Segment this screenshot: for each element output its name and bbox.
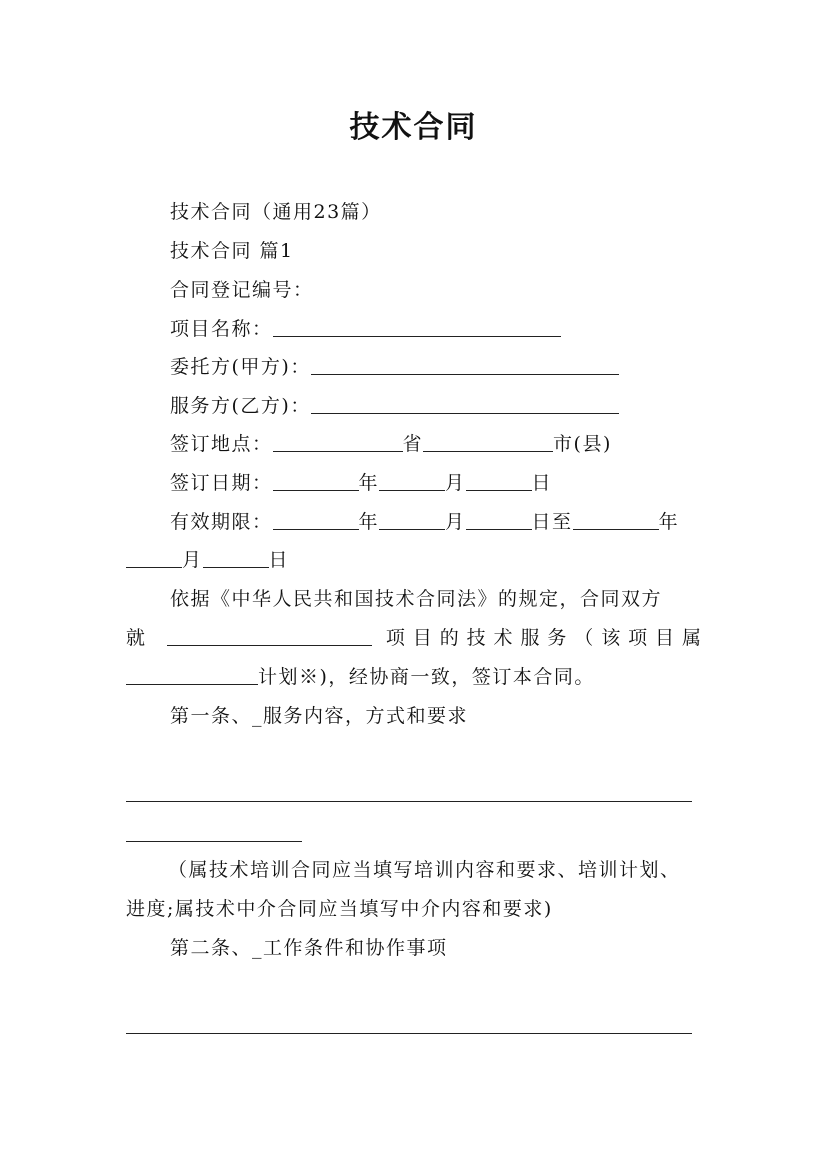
end-year-label: 年: [658, 511, 680, 533]
basis-on-label: 就: [126, 627, 153, 649]
party-a-blank[interactable]: [311, 356, 619, 375]
start-year-label: 年: [358, 511, 380, 533]
project-name-label: 项目名称：: [170, 318, 273, 340]
signing-place-line: [170, 432, 612, 456]
article-1-blank-line-2[interactable]: [126, 841, 302, 842]
section-heading: 技术合同 篇1: [170, 240, 294, 262]
basis-paragraph-line-3: [126, 665, 595, 689]
validity-line-cont: [126, 548, 289, 572]
end-month-label: 月: [182, 549, 203, 571]
start-year-blank[interactable]: [273, 511, 359, 530]
party-b-line: [170, 394, 619, 418]
end-month-blank[interactable]: [126, 549, 182, 568]
signing-place-label: 签订地点：: [170, 433, 273, 455]
end-day-label: 日: [268, 549, 290, 571]
party-b-label: 服务方(乙方)：: [170, 395, 311, 417]
year-blank[interactable]: [273, 472, 359, 491]
project-blank[interactable]: [167, 627, 372, 646]
party-b-blank[interactable]: [311, 395, 619, 414]
start-month-blank[interactable]: [379, 511, 445, 530]
party-a-label: 委托方(甲方)：: [170, 356, 311, 378]
basis-project-text: 项目的技术服务（该项目属: [385, 627, 701, 649]
month-label: 月: [445, 472, 466, 494]
end-day-blank[interactable]: [203, 549, 269, 568]
document-title: 技术合同: [349, 110, 478, 145]
start-day-blank[interactable]: [466, 511, 532, 530]
signing-date-label: 签订日期：: [170, 472, 273, 494]
end-year-blank[interactable]: [573, 511, 659, 530]
article-1-heading: 第一条、_服务内容，方式和要求: [170, 705, 469, 727]
validity-label: 有效期限：: [170, 511, 273, 533]
signing-date-line: [170, 471, 552, 495]
plan-text: 计划※)，经协商一致，签订本合同。: [258, 666, 595, 688]
article-2-heading: 第二条、_工作条件和协作事项: [170, 937, 448, 959]
subtitle-line: 技术合同（通用23篇）: [170, 201, 382, 223]
until-label: 日至: [531, 511, 573, 533]
party-a-line: [170, 355, 619, 379]
article-1-note-line-1: （属技术培训合同应当填写培训内容和要求、培训计划、: [168, 859, 681, 881]
validity-line: [170, 510, 679, 534]
article-1-note-line-2: 进度;属技术中介合同应当填写中介内容和要求): [126, 898, 553, 920]
project-name-blank[interactable]: [273, 318, 561, 337]
province-blank[interactable]: [273, 433, 403, 452]
day-label: 日: [531, 472, 553, 494]
month-blank[interactable]: [379, 472, 445, 491]
start-month-label: 月: [445, 511, 466, 533]
article-2-blank-line-1[interactable]: [126, 1033, 692, 1034]
registration-number-label: 合同登记编号：: [170, 279, 314, 301]
project-name-line: [170, 317, 561, 341]
plan-blank[interactable]: [126, 666, 258, 685]
day-blank[interactable]: [466, 472, 532, 491]
article-1-blank-line-1[interactable]: [126, 801, 692, 802]
city-label: 市(县): [553, 433, 612, 455]
basis-paragraph-line-1: 依据《中华人民共和国技术合同法》的规定，合同双方: [170, 588, 663, 610]
city-blank[interactable]: [423, 433, 553, 452]
basis-paragraph-line-2: [126, 626, 701, 650]
year-label: 年: [358, 472, 380, 494]
province-label: 省: [402, 433, 424, 455]
